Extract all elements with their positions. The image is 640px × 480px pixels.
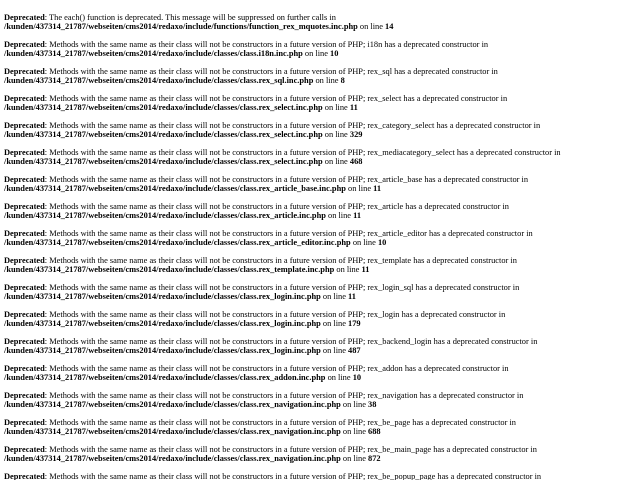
file-path: /kunden/437314_21787/webseiten/cms2014/redaxo/include/classes/class.rex_template.inc.php [4, 265, 335, 274]
message-text-line [4, 445, 640, 454]
on-line-label: on line [357, 22, 386, 31]
on-line-label: on line [340, 400, 369, 409]
file-path: /kunden/437314_21787/webseiten/cms2014/redaxo/include/classes/class.rex_addon.inc.php [4, 373, 326, 382]
file-path: /kunden/437314_21787/webseiten/cms2014/redaxo/include/classes/class.rex_navigation.inc.php [4, 427, 341, 436]
message-location-line [4, 184, 640, 193]
error-level-label: Deprecated [4, 94, 45, 103]
line-number: 11 [349, 103, 358, 112]
file-path: /kunden/437314_21787/webseiten/cms2014/redaxo/include/classes/class.rex_sql.inc.php [4, 76, 314, 85]
message-text-line [4, 283, 640, 292]
file-path: /kunden/437314_21787/webseiten/cms2014/redaxo/include/classes/class.rex_article_editor.inc.php [4, 238, 351, 247]
error-level-label: Deprecated [4, 256, 45, 265]
error-level-label: Deprecated [4, 202, 45, 211]
file-path: /kunden/437314_21787/webseiten/cms2014/redaxo/include/classes/class.i18n.inc.php [4, 49, 303, 58]
message-text-line [4, 148, 640, 157]
error-level-label: Deprecated [4, 229, 45, 238]
deprecation-message [4, 175, 640, 193]
on-line-label: on line [325, 211, 354, 220]
deprecation-message [4, 121, 640, 139]
error-level-label: Deprecated [4, 310, 45, 319]
line-number: 329 [349, 130, 363, 139]
message-location-line [4, 211, 640, 220]
message-location-line [4, 157, 640, 166]
error-level-label: Deprecated [4, 148, 45, 157]
file-path: /kunden/437314_21787/webseiten/cms2014/redaxo/include/classes/class.rex_select.inc.php [4, 130, 323, 139]
line-number: 8 [340, 76, 345, 85]
on-line-label: on line [320, 292, 349, 301]
error-level-label: Deprecated [4, 121, 45, 130]
on-line-label: on line [320, 346, 349, 355]
message-location-line [4, 400, 640, 409]
message-location-line [4, 130, 640, 139]
deprecation-message [4, 40, 640, 58]
on-line-label: on line [320, 319, 349, 328]
deprecation-message [4, 13, 640, 31]
deprecation-message [4, 148, 640, 166]
line-number: 11 [373, 184, 382, 193]
error-level-label: Deprecated [4, 283, 45, 292]
error-level-label: Deprecated [4, 364, 45, 373]
file-path: /kunden/437314_21787/webseiten/cms2014/redaxo/include/classes/class.rex_navigation.inc.php [4, 400, 341, 409]
message-text-line [4, 310, 640, 319]
message-location-line [4, 238, 640, 247]
error-level-label: Deprecated [4, 13, 45, 22]
message-text-line [4, 256, 640, 265]
file-path: /kunden/437314_21787/webseiten/cms2014/redaxo/include/classes/class.rex_article_base.inc.php [4, 184, 346, 193]
on-line-label: on line [340, 454, 369, 463]
error-description: : Methods with the same name as their class will not be constructors in a future version of PHP; rex_be_main_page has a deprecated constructor in [44, 445, 537, 454]
message-location-line [4, 427, 640, 436]
deprecation-message [4, 283, 640, 301]
line-number: 872 [368, 454, 381, 463]
deprecation-message [4, 472, 640, 480]
message-text-line [4, 337, 640, 346]
error-description: : Methods with the same name as their class will not be constructors in a future version of PHP; rex_navigation has a deprecated constructor in [44, 391, 524, 400]
file-path: /kunden/437314_21787/webseiten/cms2014/redaxo/include/functions/function_rex_mquotes.inc.php [4, 22, 358, 31]
file-path: /kunden/437314_21787/webseiten/cms2014/redaxo/include/classes/class.rex_select.inc.php [4, 103, 323, 112]
error-description: : Methods with the same name as their class will not be constructors in a future version of PHP; rex_sql has a deprecated constructor in [44, 67, 498, 76]
deprecation-message [4, 391, 640, 409]
deprecation-message [4, 310, 640, 328]
error-description: : Methods with the same name as their class will not be constructors in a future version of PHP; rex_backend_login has a deprecated constructor in [44, 337, 538, 346]
error-level-label: Deprecated [4, 67, 45, 76]
on-line-label: on line [322, 157, 350, 166]
message-location-line [4, 22, 640, 31]
message-location-line [4, 76, 640, 85]
message-location-line [4, 319, 640, 328]
on-line-label: on line [322, 103, 350, 112]
error-description: : Methods with the same name as their class will not be constructors in a future version of PHP; rex_category_select has a deprecated constructor in [44, 121, 541, 130]
on-line-label: on line [325, 373, 353, 382]
message-text-line [4, 418, 640, 427]
message-text-line [4, 67, 640, 76]
deprecation-message [4, 94, 640, 112]
message-location-line [4, 49, 640, 58]
on-line-label: on line [350, 238, 378, 247]
error-level-label: Deprecated [4, 337, 45, 346]
message-text-line [4, 121, 640, 130]
error-level-label: Deprecated [4, 391, 45, 400]
message-location-line [4, 373, 640, 382]
line-number: 10 [352, 373, 362, 382]
error-level-label: Deprecated [4, 175, 45, 184]
error-description: : Methods with the same name as their class will not be constructors in a future version of PHP; rex_mediacategory_select has a deprecated constructor in [44, 148, 561, 157]
message-location-line [4, 103, 640, 112]
line-number: 10 [377, 238, 387, 247]
message-text-line [4, 364, 640, 373]
error-description: : Methods with the same name as their class will not be constructors in a future version of PHP; rex_login has a deprecated constructor in [44, 310, 506, 319]
file-path: /kunden/437314_21787/webseiten/cms2014/redaxo/include/classes/class.rex_navigation.inc.php [4, 454, 341, 463]
line-number: 11 [348, 292, 356, 301]
file-path: /kunden/437314_21787/webseiten/cms2014/redaxo/include/classes/class.rex_article.inc.php [4, 211, 326, 220]
on-line-label: on line [340, 427, 369, 436]
error-level-label: Deprecated [4, 472, 45, 480]
message-location-line [4, 346, 640, 355]
deprecation-message [4, 418, 640, 436]
line-number: 38 [368, 400, 377, 409]
line-number: 487 [348, 346, 361, 355]
message-location-line [4, 265, 640, 274]
error-description: : Methods with the same name as their class will not be constructors in a future version of PHP; rex_template has a deprecated constructor in [44, 256, 517, 265]
error-description: : Methods with the same name as their class will not be constructors in a future version of PHP; rex_addon has a deprecated constructor in [44, 364, 509, 373]
file-path: /kunden/437314_21787/webseiten/cms2014/redaxo/include/classes/class.rex_select.inc.php [4, 157, 323, 166]
message-text-line [4, 13, 640, 22]
line-number: 179 [348, 319, 361, 328]
deprecation-message [4, 364, 640, 382]
line-number: 688 [368, 427, 381, 436]
error-level-label: Deprecated [4, 40, 45, 49]
message-text-line [4, 40, 640, 49]
message-text-line [4, 175, 640, 184]
error-description: : The each() function is deprecated. This message will be suppressed on further calls in [44, 13, 336, 22]
error-description: : Methods with the same name as their class will not be constructors in a future version of PHP; rex_article has a deprecated constructor in [44, 202, 509, 211]
message-text-line [4, 94, 640, 103]
message-text-line [4, 472, 640, 480]
message-text-line [4, 202, 640, 211]
deprecation-message [4, 202, 640, 220]
error-level-label: Deprecated [4, 445, 45, 454]
error-description: : Methods with the same name as their class will not be constructors in a future version of PHP; rex_be_page has a deprecated constructor in [44, 418, 516, 427]
line-number: 11 [353, 211, 362, 220]
on-line-label: on line [302, 49, 331, 58]
error-description: : Methods with the same name as their class will not be constructors in a future version of PHP; rex_be_popup_page has a deprecated constructor in [44, 472, 542, 480]
error-description: : Methods with the same name as their class will not be constructors in a future version of PHP; rex_select has a deprecated constructor in [44, 94, 508, 103]
line-number: 11 [361, 265, 370, 274]
on-line-label: on line [313, 76, 341, 85]
error-level-label: Deprecated [4, 418, 45, 427]
deprecation-message [4, 67, 640, 85]
message-text-line [4, 229, 640, 238]
deprecation-message [4, 229, 640, 247]
deprecation-message [4, 256, 640, 274]
file-path: /kunden/437314_21787/webseiten/cms2014/redaxo/include/classes/class.rex_login.inc.php [4, 292, 321, 301]
error-description: : Methods with the same name as their class will not be constructors in a future version of PHP; i18n has a deprecated constructor in [44, 40, 489, 49]
deprecation-message [4, 337, 640, 355]
message-location-line [4, 454, 640, 463]
error-description: : Methods with the same name as their class will not be constructors in a future version of PHP; rex_article_editor has a deprecated constructor in [44, 229, 533, 238]
line-number: 14 [385, 22, 394, 31]
message-location-line [4, 292, 640, 301]
error-description: : Methods with the same name as their class will not be constructors in a future version of PHP; rex_login_sql has a deprecated constructor in [44, 283, 520, 292]
on-line-label: on line [322, 130, 350, 139]
on-line-label: on line [345, 184, 374, 193]
file-path: /kunden/437314_21787/webseiten/cms2014/redaxo/include/classes/class.rex_login.inc.php [4, 346, 321, 355]
on-line-label: on line [334, 265, 362, 274]
line-number: 10 [330, 49, 339, 58]
deprecation-message [4, 445, 640, 463]
message-text-line [4, 391, 640, 400]
error-description: : Methods with the same name as their class will not be constructors in a future version of PHP; rex_article_base has a deprecated constructor in [44, 175, 529, 184]
file-path: /kunden/437314_21787/webseiten/cms2014/redaxo/include/classes/class.rex_login.inc.php [4, 319, 321, 328]
line-number: 468 [349, 157, 363, 166]
